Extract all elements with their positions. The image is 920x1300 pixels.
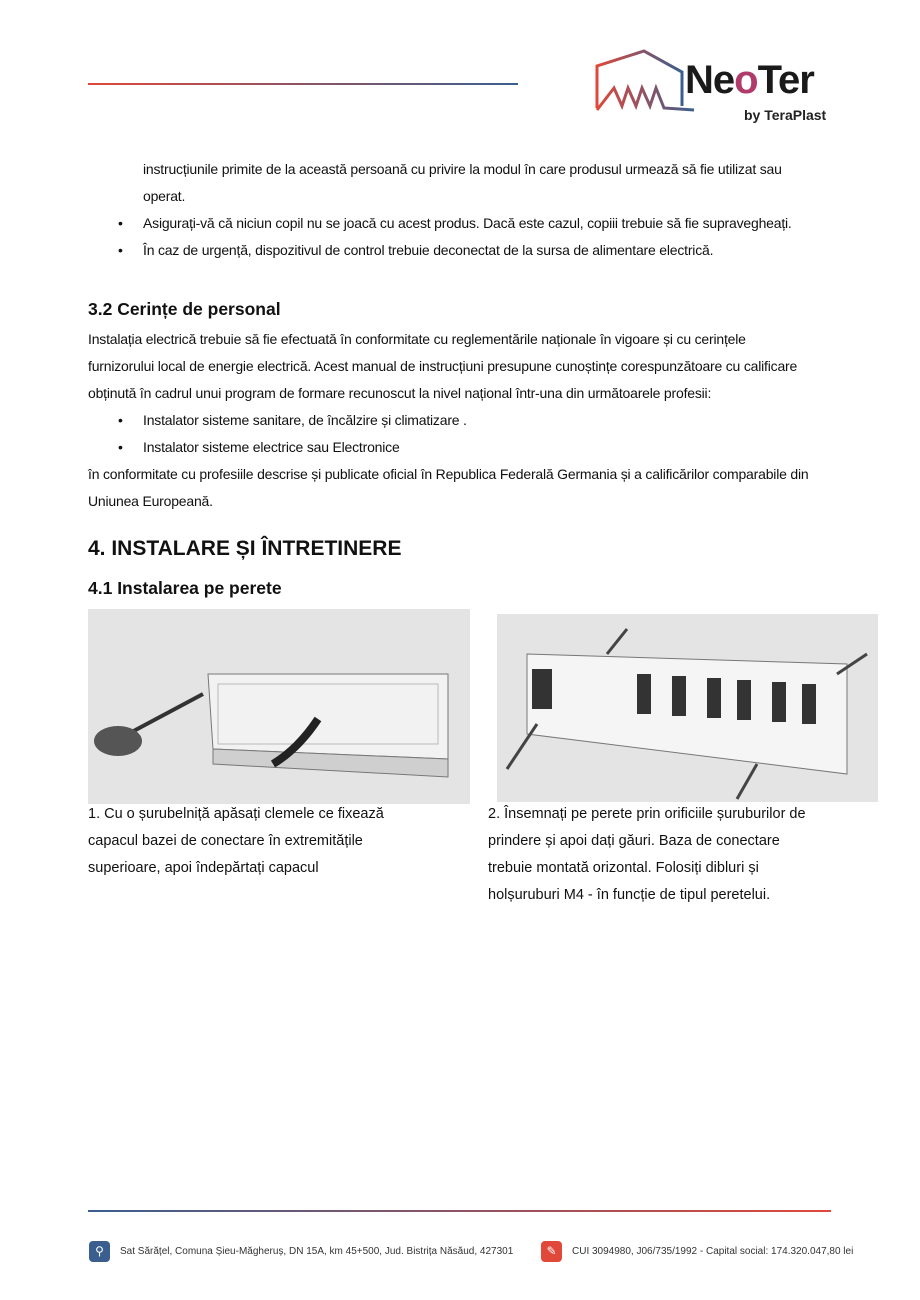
section-paragraph <box>88 461 808 515</box>
text-line: superioare, apoi îndepărtați capacul <box>88 860 319 876</box>
step-1-caption <box>88 801 384 882</box>
text-line: 2. Însemnați pe perete prin orificiile șuruburilor de <box>488 806 806 822</box>
bullet-text: Instalator sisteme sanitare, de încălzire și climatizare . <box>143 412 467 428</box>
text-line: Uniunea Europeană. <box>88 493 213 509</box>
brand-name <box>685 58 814 103</box>
text-line: instrucțiunile primite de la această persoană cu privire la modul în care produsul urmează să fie utilizat sau <box>143 161 782 177</box>
bullet-text: Asigurați-vă că niciun copil nu se joacă cu acest produs. Dacă este cazul, copiii trebuie să fie supravegheați. <box>143 215 792 231</box>
brand-text: Ter <box>757 58 814 102</box>
step-2-caption <box>488 801 806 909</box>
section-heading: 4.1 Instalarea pe perete <box>88 578 282 598</box>
bullet-text: Instalator sisteme electrice sau Electronice <box>143 439 400 455</box>
chapter-heading: 4. INSTALARE ȘI ÎNTRETINERE <box>88 537 402 560</box>
text-line: operat. <box>143 188 186 204</box>
section-heading: 3.2 Cerințe de personal <box>88 299 281 319</box>
location-pin-icon: ⚲ <box>89 1241 110 1262</box>
wall-mount-image <box>497 614 878 802</box>
text-line: holșuruburi M4 - în funcție de tipul peretelui. <box>488 887 771 903</box>
brand-text: o <box>734 58 758 102</box>
document-icon: ✎ <box>541 1241 562 1262</box>
cover-removal-image <box>88 609 470 804</box>
bullet-item: • Asigurați-vă că niciun copil nu se joacă cu acest produs. Dacă este cazul, copiii trebuie să fie supravegheați. <box>118 215 792 231</box>
text-line: prindere și apoi dați găuri. Baza de conectare <box>488 833 780 849</box>
bullet-item: • Instalator sisteme sanitare, de încălzire și climatizare . <box>118 412 467 428</box>
footer-company-info: CUI 3094980, J06/735/1992 - Capital social: 174.320.047,80 lei <box>572 1246 854 1257</box>
text-line: obținută în cadrul unui program de formare recunoscut la nivel național într-una din următoarele profesii: <box>88 385 712 401</box>
footer-address: Sat Sărățel, Comuna Șieu-Măgheruș, DN 15A, km 45+500, Jud. Bistrița Năsăud, 427301 <box>120 1246 514 1257</box>
section-paragraph <box>88 326 797 407</box>
text-line: 1. Cu o șurubelniță apăsați clemele ce fixează <box>88 806 384 822</box>
text-line: furnizorului local de energie electrică. Acest manual de instrucțiuni presupune cunoștințe corespunzătoare cu calificare <box>88 358 798 374</box>
text-line: capacul bazei de conectare în extremitățile <box>88 833 363 849</box>
bullet-text: În caz de urgență, dispozitivul de control trebuie deconectat de la sursa de alimentare electrică. <box>143 242 714 258</box>
text-line: în conformitate cu profesiile descrise și publicate oficial în Republica Federală Germania și a calificărilor comparabile din <box>88 466 809 482</box>
bullet-item: • Instalator sisteme electrice sau Electronice <box>118 439 400 455</box>
intro-text <box>143 156 782 210</box>
brand-text: Ne <box>685 58 735 102</box>
text-line: trebuie montată orizontal. Folosiți dibluri și <box>488 860 759 876</box>
footer-divider <box>88 1210 831 1212</box>
text-line: Instalația electrică trebuie să fie efectuată în conformitate cu reglementările naționale în vigoare și cu cerințele <box>88 331 746 347</box>
brand-subtitle: by TeraPlast <box>744 107 827 123</box>
bullet-item: • În caz de urgență, dispozitivul de control trebuie deconectat de la sursa de alimentare electrică. <box>118 242 714 258</box>
header-divider <box>88 83 518 85</box>
